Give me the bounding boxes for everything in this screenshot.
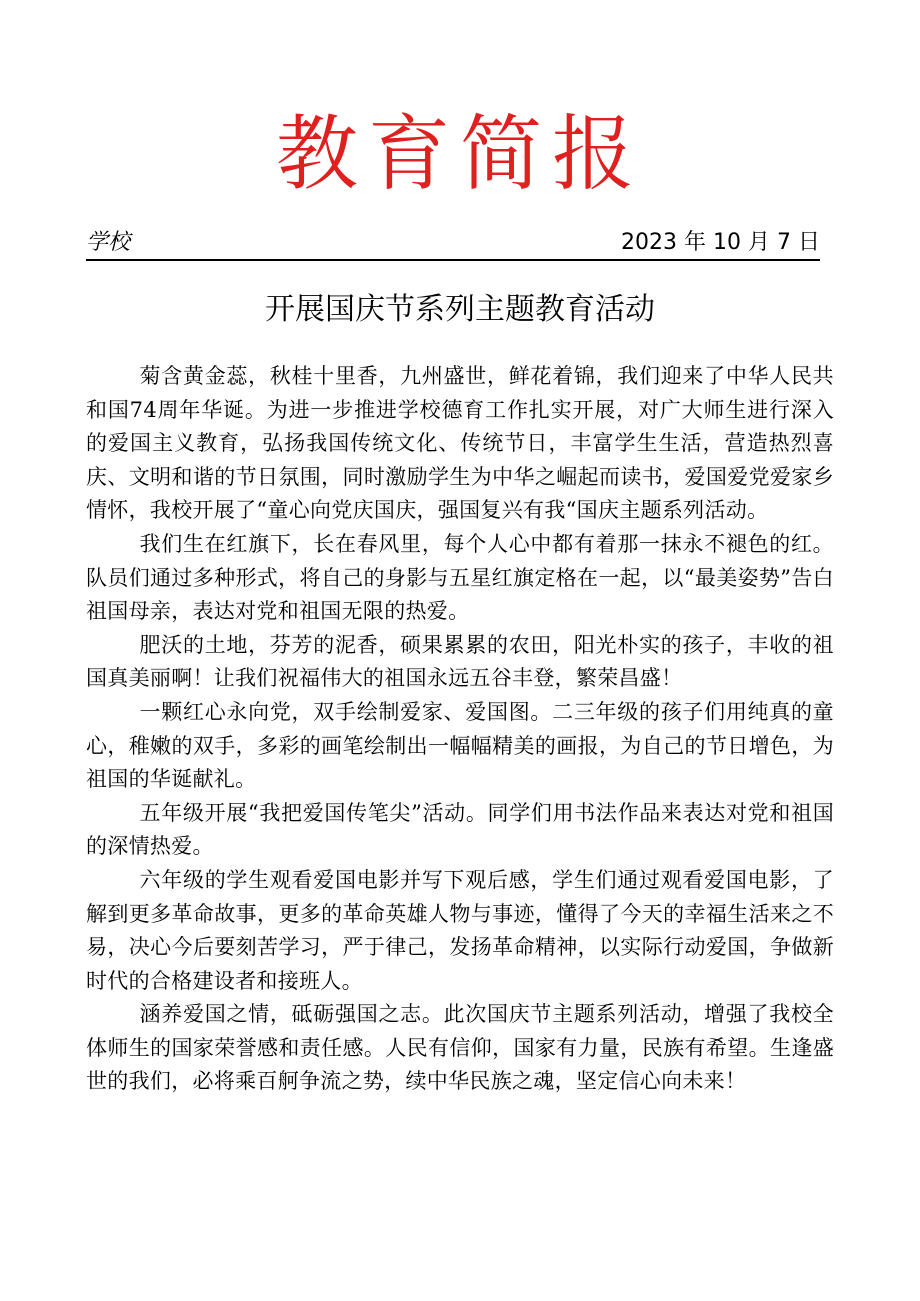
newsletter-masthead: 教育简报 xyxy=(275,107,644,202)
header-meta-row xyxy=(86,225,820,261)
article-title: 开展国庆节系列主题教育活动 xyxy=(265,292,655,327)
article-paragraph: 我们生在红旗下，长在春风里，每个人心中都有着那一抹永不褪色的红。队员们通过多种形式，将自己的身影与五星红旗定格在一起，以“最美姿势”告白祖国母亲，表达对党和祖国无限的热爱。 xyxy=(86,531,834,624)
article-body xyxy=(86,360,834,1099)
article-paragraph: 六年级的学生观看爱国电影并写下观后感，学生们通过观看爱国电影，了解到更多革命故事，更多的革命英雄人物与事迹，懂得了今天的幸福生活来之不易，决心今后要刻苦学习，严于律己，发扬革命精神，以实际行动爱国，争做新时代的合格建设者和接班人。 xyxy=(86,867,834,993)
article-paragraph: 肥沃的土地，芬芳的泥香，硕果累累的农田，阳光朴实的孩子，丰收的祖国真美丽啊！让我们祝福伟大的祖国永远五谷丰登，繁荣昌盛！ xyxy=(86,632,834,691)
article-paragraph: 涵养爱国之情，砥砺强国之志。此次国庆节主题系列活动，增强了我校全体师生的国家荣誉感和责任感。人民有信仰，国家有力量，民族有希望。生逢盛世的我们，必将乘百舸争流之势，续中华民族之魂，坚定信心向未来！ xyxy=(86,1002,834,1094)
article-paragraph: 五年级开展“我把爱国传笔尖”活动。同学们用书法作品来表达对党和祖国的深情热爱。 xyxy=(86,800,834,859)
issue-date: 2023 年 10 月 7 日 xyxy=(621,230,820,255)
article-paragraph: 一颗红心永向党，双手绘制爱家、爱国图。二三年级的孩子们用纯真的童心，稚嫩的双手，多彩的画笔绘制出一幅幅精美的画报，为自己的节日增色，为祖国的华诞献礼。 xyxy=(86,699,834,792)
school-label: 学校 xyxy=(86,230,131,255)
article-paragraph: 菊含黄金蕊，秋桂十里香，九州盛世，鲜花着锦，我们迎来了中华人民共和国74周年华诞。为进一步推进学校德育工作扎实开展，对广大师生进行深入的爱国主义教育，弘扬我国传统文化、传统节日，丰富学生生活，营造热烈喜庆、文明和谐的节日氛围，同时激励学生为中华之崛起而读书，爱国爱党爱家乡情怀，我校开展了“童心向党庆国庆，强国复兴有我“国庆主题系列活动。 xyxy=(86,364,834,523)
